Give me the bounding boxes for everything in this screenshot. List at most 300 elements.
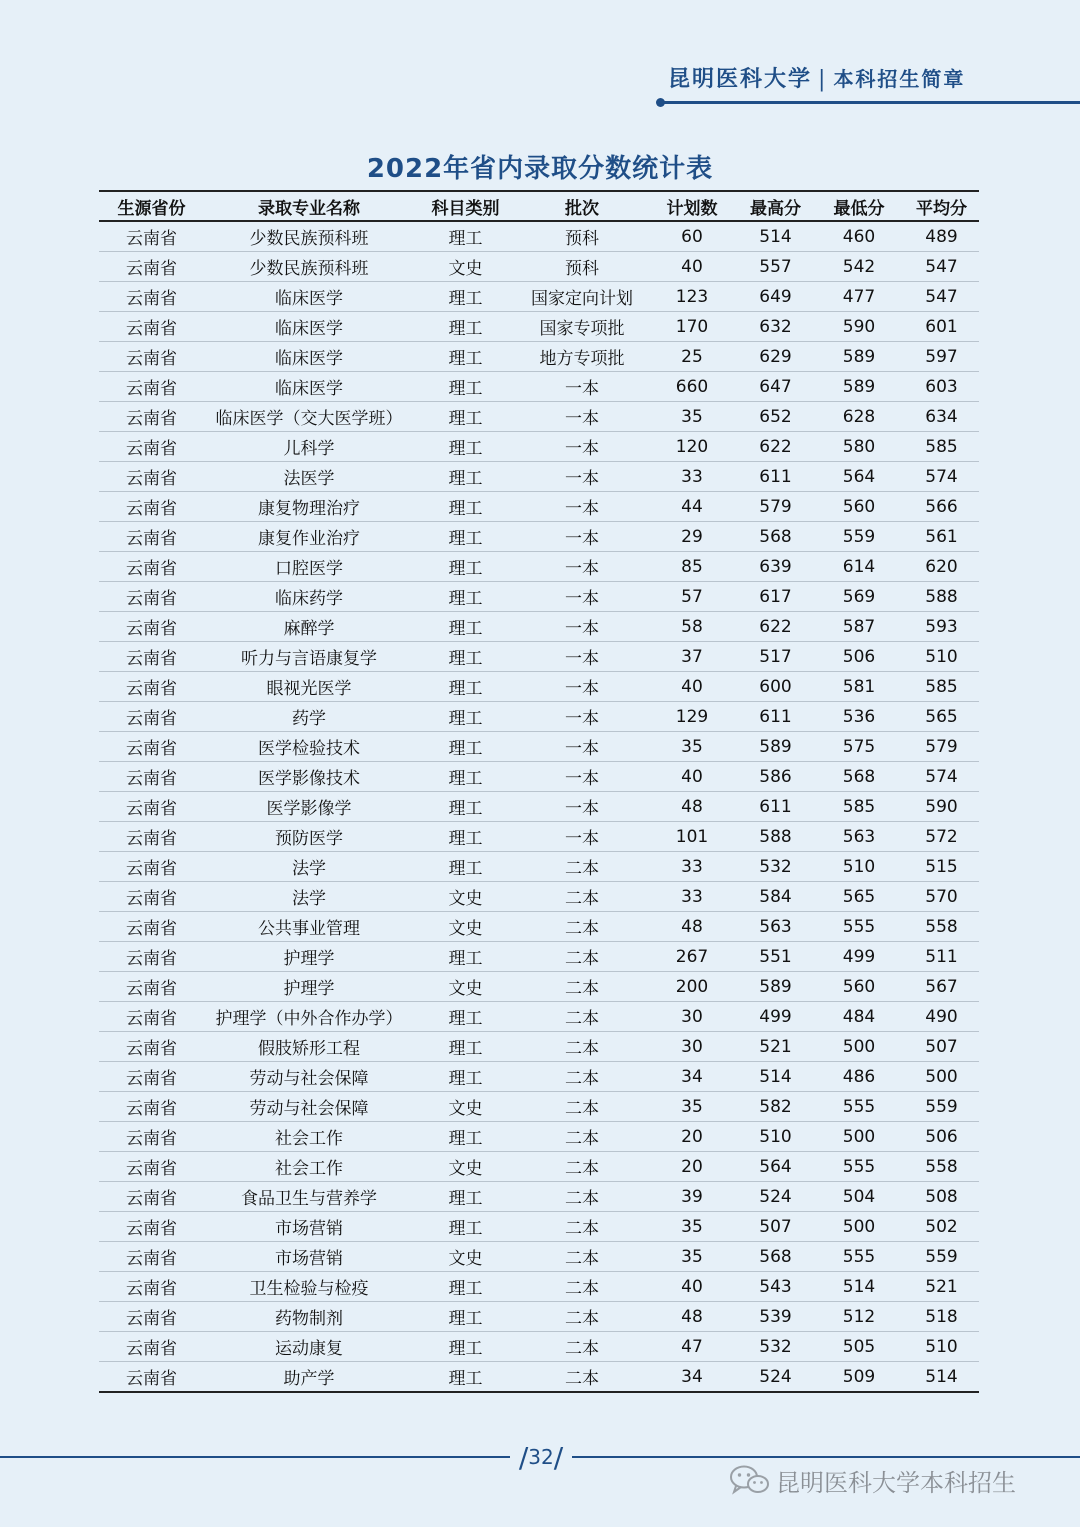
table-cell: 一本 — [517, 462, 647, 492]
table-cell: 云南省 — [99, 792, 204, 822]
table-cell: 558 — [904, 912, 979, 942]
table-cell: 公共事业管理 — [204, 912, 414, 942]
table-row — [99, 1242, 979, 1272]
table-cell: 48 — [647, 1302, 737, 1332]
table-cell: 629 — [737, 342, 814, 372]
table-cell: 120 — [647, 432, 737, 462]
table-cell: 云南省 — [99, 492, 204, 522]
table-cell: 511 — [904, 942, 979, 972]
table-cell: 国家定向计划 — [517, 282, 647, 312]
table-cell: 35 — [647, 1092, 737, 1122]
column-header: 最低分 — [814, 191, 904, 221]
table-cell: 医学检验技术 — [204, 732, 414, 762]
header-separator: | — [818, 67, 828, 92]
table-cell: 510 — [904, 1332, 979, 1362]
table-cell: 593 — [904, 612, 979, 642]
table-cell: 200 — [647, 972, 737, 1002]
table-cell: 市场营销 — [204, 1242, 414, 1272]
table-row — [99, 792, 979, 822]
table-cell: 文史 — [414, 1152, 517, 1182]
table-cell: 557 — [737, 252, 814, 282]
table-cell: 云南省 — [99, 1062, 204, 1092]
table-cell: 文史 — [414, 252, 517, 282]
table-cell: 515 — [904, 852, 979, 882]
table-cell: 理工 — [414, 432, 517, 462]
table-row — [99, 672, 979, 702]
table-cell: 云南省 — [99, 912, 204, 942]
table-cell: 564 — [814, 462, 904, 492]
table-cell: 560 — [814, 972, 904, 1002]
table-cell: 566 — [904, 492, 979, 522]
table-cell: 理工 — [414, 1332, 517, 1362]
table-cell: 34 — [647, 1062, 737, 1092]
table-cell: 37 — [647, 642, 737, 672]
table-cell: 588 — [904, 582, 979, 612]
table-cell: 医学影像技术 — [204, 762, 414, 792]
table-cell: 555 — [814, 912, 904, 942]
table-cell: 助产学 — [204, 1362, 414, 1393]
table-cell: 40 — [647, 762, 737, 792]
column-header: 计划数 — [647, 191, 737, 221]
table-cell: 585 — [814, 792, 904, 822]
table-cell: 33 — [647, 882, 737, 912]
table-cell: 一本 — [517, 672, 647, 702]
table-cell: 护理学（中外合作办学） — [204, 1002, 414, 1032]
table-cell: 云南省 — [99, 972, 204, 1002]
table-cell: 二本 — [517, 1152, 647, 1182]
table-row — [99, 1212, 979, 1242]
table-cell: 489 — [904, 221, 979, 252]
table-cell: 35 — [647, 1212, 737, 1242]
table-cell: 500 — [904, 1062, 979, 1092]
table-cell: 理工 — [414, 552, 517, 582]
table-cell: 云南省 — [99, 1242, 204, 1272]
table-cell: 理工 — [414, 762, 517, 792]
table-row — [99, 1032, 979, 1062]
table-cell: 568 — [737, 1242, 814, 1272]
table-row — [99, 492, 979, 522]
table-cell: 585 — [904, 432, 979, 462]
table-cell: 30 — [647, 1002, 737, 1032]
table-cell: 506 — [904, 1122, 979, 1152]
table-cell: 云南省 — [99, 522, 204, 552]
table-cell: 85 — [647, 552, 737, 582]
table-cell: 508 — [904, 1182, 979, 1212]
table-cell: 医学影像学 — [204, 792, 414, 822]
table-cell: 云南省 — [99, 1182, 204, 1212]
table-cell: 药物制剂 — [204, 1302, 414, 1332]
table-cell: 理工 — [414, 462, 517, 492]
table-cell: 理工 — [414, 1122, 517, 1152]
wechat-icon — [728, 1464, 770, 1496]
table-cell: 628 — [814, 402, 904, 432]
table-cell: 547 — [904, 282, 979, 312]
table-cell: 临床药学 — [204, 582, 414, 612]
table-cell: 云南省 — [99, 1092, 204, 1122]
table-cell: 39 — [647, 1182, 737, 1212]
table-cell: 文史 — [414, 972, 517, 1002]
table-cell: 理工 — [414, 612, 517, 642]
table-row — [99, 372, 979, 402]
table-cell: 622 — [737, 432, 814, 462]
table-cell: 40 — [647, 1272, 737, 1302]
table-cell: 521 — [737, 1032, 814, 1062]
table-cell: 理工 — [414, 1062, 517, 1092]
table-row — [99, 1122, 979, 1152]
table-cell: 30 — [647, 1032, 737, 1062]
table-cell: 40 — [647, 252, 737, 282]
table-cell: 二本 — [517, 1092, 647, 1122]
table-cell: 眼视光医学 — [204, 672, 414, 702]
table-cell: 二本 — [517, 972, 647, 1002]
table-cell: 理工 — [414, 852, 517, 882]
table-cell: 一本 — [517, 732, 647, 762]
table-cell: 一本 — [517, 702, 647, 732]
table-body — [99, 221, 979, 1392]
table-cell: 568 — [737, 522, 814, 552]
brochure-subtitle: 本科招生简章 — [833, 67, 966, 91]
header-rule — [662, 101, 1080, 104]
table-cell: 少数民族预科班 — [204, 221, 414, 252]
table-cell: 二本 — [517, 852, 647, 882]
table-cell: 云南省 — [99, 582, 204, 612]
table-row — [99, 1002, 979, 1032]
table-row — [99, 1272, 979, 1302]
table-cell: 563 — [737, 912, 814, 942]
table-cell: 499 — [737, 1002, 814, 1032]
table-cell: 514 — [737, 1062, 814, 1092]
table-cell: 卫生检验与检疫 — [204, 1272, 414, 1302]
table-cell: 639 — [737, 552, 814, 582]
table-cell: 524 — [737, 1362, 814, 1393]
table-cell: 611 — [737, 792, 814, 822]
table-row — [99, 642, 979, 672]
table-cell: 652 — [737, 402, 814, 432]
table-cell: 505 — [814, 1332, 904, 1362]
table-row — [99, 762, 979, 792]
table-row — [99, 1092, 979, 1122]
table-cell: 58 — [647, 612, 737, 642]
table-cell: 574 — [904, 762, 979, 792]
table-cell: 理工 — [414, 1302, 517, 1332]
table-cell: 558 — [904, 1152, 979, 1182]
table-cell: 44 — [647, 492, 737, 522]
slash-right-icon: / — [553, 1440, 564, 1474]
column-header: 批次 — [517, 191, 647, 221]
table-cell: 云南省 — [99, 702, 204, 732]
table-cell: 云南省 — [99, 252, 204, 282]
table-cell: 云南省 — [99, 221, 204, 252]
table-cell: 麻醉学 — [204, 612, 414, 642]
table-cell: 云南省 — [99, 462, 204, 492]
table-row — [99, 612, 979, 642]
table-cell: 一本 — [517, 642, 647, 672]
table-cell: 584 — [737, 882, 814, 912]
table-cell: 57 — [647, 582, 737, 612]
table-cell: 口腔医学 — [204, 552, 414, 582]
table-cell: 565 — [814, 882, 904, 912]
table-cell: 文史 — [414, 1242, 517, 1272]
table-cell: 502 — [904, 1212, 979, 1242]
table-cell: 文史 — [414, 912, 517, 942]
table-cell: 理工 — [414, 582, 517, 612]
table-cell: 云南省 — [99, 312, 204, 342]
table-cell: 559 — [814, 522, 904, 552]
table-cell: 药学 — [204, 702, 414, 732]
table-cell: 601 — [904, 312, 979, 342]
table-cell: 500 — [814, 1032, 904, 1062]
table-cell: 劳动与社会保障 — [204, 1062, 414, 1092]
table-cell: 听力与言语康复学 — [204, 642, 414, 672]
table-cell: 565 — [904, 702, 979, 732]
table-cell: 康复作业治疗 — [204, 522, 414, 552]
table-cell: 507 — [904, 1032, 979, 1062]
table-cell: 云南省 — [99, 642, 204, 672]
table-cell: 267 — [647, 942, 737, 972]
table-cell: 理工 — [414, 1032, 517, 1062]
table-cell: 611 — [737, 462, 814, 492]
table-cell: 48 — [647, 912, 737, 942]
table-cell: 33 — [647, 852, 737, 882]
table-cell: 532 — [737, 852, 814, 882]
table-cell: 620 — [904, 552, 979, 582]
table-row — [99, 732, 979, 762]
table-cell: 563 — [814, 822, 904, 852]
table-cell: 理工 — [414, 942, 517, 972]
table-cell: 477 — [814, 282, 904, 312]
table-cell: 云南省 — [99, 1332, 204, 1362]
table-cell: 一本 — [517, 582, 647, 612]
table-cell: 587 — [814, 612, 904, 642]
table-cell: 660 — [647, 372, 737, 402]
table-cell: 二本 — [517, 1362, 647, 1393]
table-cell: 514 — [814, 1272, 904, 1302]
table-cell: 572 — [904, 822, 979, 852]
table-row — [99, 1182, 979, 1212]
table-row — [99, 972, 979, 1002]
table-cell: 理工 — [414, 732, 517, 762]
table-cell: 597 — [904, 342, 979, 372]
table-row — [99, 822, 979, 852]
table-cell: 少数民族预科班 — [204, 252, 414, 282]
table-cell: 590 — [904, 792, 979, 822]
table-cell: 47 — [647, 1332, 737, 1362]
table-row — [99, 582, 979, 612]
table-cell: 509 — [814, 1362, 904, 1393]
table-cell: 581 — [814, 672, 904, 702]
table-cell: 云南省 — [99, 402, 204, 432]
table-row — [99, 1332, 979, 1362]
table-cell: 622 — [737, 612, 814, 642]
table-cell: 504 — [814, 1182, 904, 1212]
table-cell: 二本 — [517, 1332, 647, 1362]
table-cell: 预科 — [517, 221, 647, 252]
table-cell: 法学 — [204, 882, 414, 912]
table-cell: 517 — [737, 642, 814, 672]
table-cell: 假肢矫形工程 — [204, 1032, 414, 1062]
table-cell: 临床医学 — [204, 372, 414, 402]
table-cell: 590 — [814, 312, 904, 342]
table-cell: 护理学 — [204, 942, 414, 972]
table-cell: 40 — [647, 672, 737, 702]
table-cell: 547 — [904, 252, 979, 282]
table-cell: 611 — [737, 702, 814, 732]
table-cell: 589 — [737, 732, 814, 762]
table-cell: 542 — [814, 252, 904, 282]
wechat-watermark — [728, 1460, 1058, 1500]
table-cell: 580 — [814, 432, 904, 462]
table-cell: 568 — [814, 762, 904, 792]
table-cell: 589 — [814, 342, 904, 372]
table-cell: 一本 — [517, 612, 647, 642]
table-cell: 云南省 — [99, 1362, 204, 1393]
table-cell: 579 — [904, 732, 979, 762]
table-cell: 二本 — [517, 1032, 647, 1062]
table-cell: 社会工作 — [204, 1122, 414, 1152]
table-cell: 555 — [814, 1152, 904, 1182]
table-cell: 一本 — [517, 552, 647, 582]
table-cell: 634 — [904, 402, 979, 432]
table-cell: 儿科学 — [204, 432, 414, 462]
table-cell: 632 — [737, 312, 814, 342]
table-cell: 532 — [737, 1332, 814, 1362]
table-row — [99, 912, 979, 942]
table-cell: 理工 — [414, 1272, 517, 1302]
table-cell: 490 — [904, 1002, 979, 1032]
table-cell: 一本 — [517, 822, 647, 852]
table-row — [99, 1062, 979, 1092]
table-row — [99, 252, 979, 282]
table-cell: 484 — [814, 1002, 904, 1032]
table-cell: 582 — [737, 1092, 814, 1122]
table-cell: 法学 — [204, 852, 414, 882]
table-row — [99, 221, 979, 252]
table-cell: 507 — [737, 1212, 814, 1242]
table-cell: 理工 — [414, 492, 517, 522]
table-cell: 二本 — [517, 912, 647, 942]
table-cell: 云南省 — [99, 882, 204, 912]
page-number-text: 32 — [528, 1445, 554, 1469]
table-row — [99, 462, 979, 492]
table-cell: 文史 — [414, 1092, 517, 1122]
table-cell: 理工 — [414, 822, 517, 852]
table-cell: 561 — [904, 522, 979, 552]
table-cell: 543 — [737, 1272, 814, 1302]
table-header-row — [99, 191, 979, 221]
table-cell: 614 — [814, 552, 904, 582]
table-cell: 486 — [814, 1062, 904, 1092]
table-cell: 二本 — [517, 942, 647, 972]
table-cell: 555 — [814, 1242, 904, 1272]
table-cell: 理工 — [414, 1002, 517, 1032]
table-cell: 170 — [647, 312, 737, 342]
table-row — [99, 942, 979, 972]
table-cell: 510 — [904, 642, 979, 672]
table-cell: 600 — [737, 672, 814, 702]
table-cell: 临床医学 — [204, 312, 414, 342]
table-cell: 510 — [737, 1122, 814, 1152]
table-cell: 云南省 — [99, 942, 204, 972]
table-cell: 二本 — [517, 1002, 647, 1032]
table-cell: 护理学 — [204, 972, 414, 1002]
table-cell: 617 — [737, 582, 814, 612]
table-cell: 586 — [737, 762, 814, 792]
table-cell: 理工 — [414, 312, 517, 342]
table-cell: 二本 — [517, 1182, 647, 1212]
table-row — [99, 702, 979, 732]
header-brand — [668, 62, 978, 93]
table-row — [99, 1302, 979, 1332]
table-cell: 536 — [814, 702, 904, 732]
table-cell: 临床医学（交大医学班） — [204, 402, 414, 432]
table-cell: 云南省 — [99, 732, 204, 762]
table-cell: 理工 — [414, 1182, 517, 1212]
table-row — [99, 522, 979, 552]
table-cell: 一本 — [517, 792, 647, 822]
table-cell: 25 — [647, 342, 737, 372]
table-cell: 521 — [904, 1272, 979, 1302]
table-cell: 理工 — [414, 1212, 517, 1242]
table-cell: 499 — [814, 942, 904, 972]
column-header: 科目类别 — [414, 191, 517, 221]
table-cell: 康复物理治疗 — [204, 492, 414, 522]
table-cell: 临床医学 — [204, 282, 414, 312]
table-cell: 云南省 — [99, 1032, 204, 1062]
table-cell: 29 — [647, 522, 737, 552]
table-cell: 云南省 — [99, 1152, 204, 1182]
table-cell: 101 — [647, 822, 737, 852]
table-cell: 589 — [737, 972, 814, 1002]
table-cell: 564 — [737, 1152, 814, 1182]
table-cell: 理工 — [414, 282, 517, 312]
table-cell: 一本 — [517, 372, 647, 402]
table-cell: 514 — [737, 221, 814, 252]
table-cell: 理工 — [414, 402, 517, 432]
table-cell: 二本 — [517, 1242, 647, 1272]
table-cell: 500 — [814, 1212, 904, 1242]
table-cell: 35 — [647, 732, 737, 762]
table-cell: 567 — [904, 972, 979, 1002]
table-cell: 二本 — [517, 1062, 647, 1092]
table-cell: 588 — [737, 822, 814, 852]
table-cell: 35 — [647, 402, 737, 432]
table-cell: 559 — [904, 1092, 979, 1122]
table-cell: 512 — [814, 1302, 904, 1332]
table-cell: 理工 — [414, 1362, 517, 1393]
table-cell: 649 — [737, 282, 814, 312]
table-cell: 460 — [814, 221, 904, 252]
table-cell: 云南省 — [99, 282, 204, 312]
table-row — [99, 1362, 979, 1393]
table-row — [99, 342, 979, 372]
table-cell: 社会工作 — [204, 1152, 414, 1182]
slash-left-icon: / — [518, 1440, 529, 1474]
table-cell: 一本 — [517, 432, 647, 462]
table-cell: 云南省 — [99, 612, 204, 642]
table-cell: 524 — [737, 1182, 814, 1212]
table-cell: 临床医学 — [204, 342, 414, 372]
column-header: 平均分 — [904, 191, 979, 221]
table-cell: 35 — [647, 1242, 737, 1272]
table-cell: 123 — [647, 282, 737, 312]
table-cell: 589 — [814, 372, 904, 402]
table-cell: 129 — [647, 702, 737, 732]
table-cell: 理工 — [414, 342, 517, 372]
table-cell: 551 — [737, 942, 814, 972]
table-cell: 48 — [647, 792, 737, 822]
table-cell: 云南省 — [99, 672, 204, 702]
table-cell: 理工 — [414, 792, 517, 822]
